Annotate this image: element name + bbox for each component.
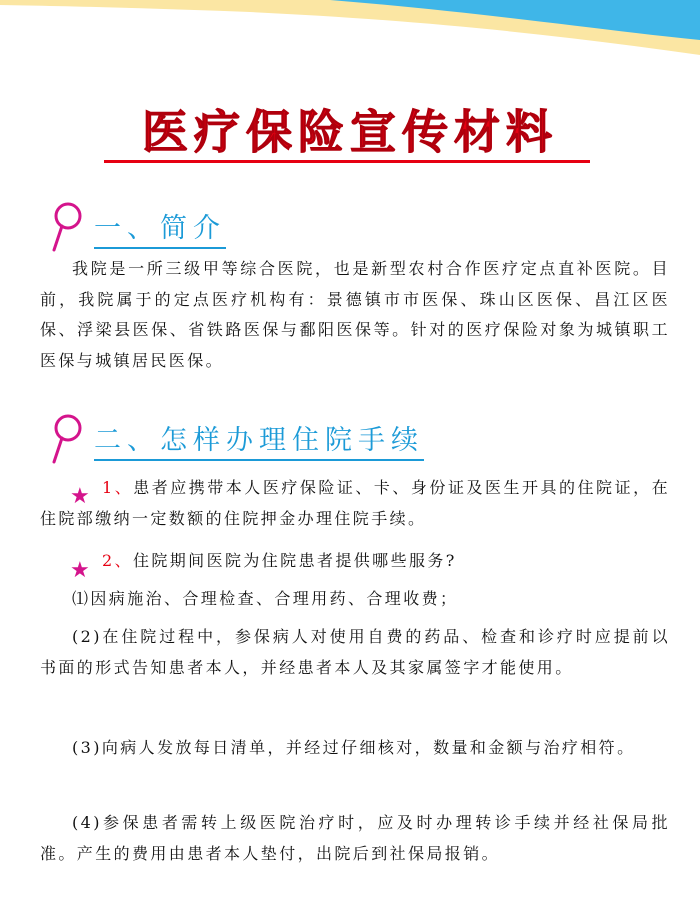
section-heading-text: 一、简介: [94, 206, 226, 249]
item-text: 住院期间医院为住院患者提供哪些服务?: [132, 551, 457, 570]
section-heading-admission: [50, 412, 650, 472]
page-title: 医疗保险宣传材料: [142, 105, 558, 159]
list-item: [40, 546, 670, 577]
magnifier-icon: [50, 200, 92, 256]
item-number: 2、: [102, 551, 133, 570]
title-underline: [104, 160, 590, 163]
item-text: 患者应携带本人医疗保险证、卡、身份证及医生开具的住院证，在住院部缴纳一定数额的住院押金办理住院手续。: [40, 478, 670, 528]
sub-item: ⑴因病施治、合理检查、合理用药、合理收费；: [72, 589, 459, 608]
sub-item: (4)参保患者需转上级医院治疗时，应及时办理转诊手续并经社保局批准。产生的费用由患者本人垫付，出院后到社保局报销。: [40, 813, 670, 863]
sub-item: (3)向病人发放每日清单，并经过仔细核对，数量和金额与治疗相符。: [72, 738, 636, 757]
sub-item: (2)在住院过程中，参保病人对使用自费的药品、检查和诊疗时应提前以书面的形式告知患者本人，并经患者本人及其家属签字才能使用。: [40, 627, 670, 677]
star-icon: ★: [70, 558, 90, 583]
star-icon: ★: [70, 484, 90, 509]
section-heading-intro: [50, 200, 650, 260]
item-number: 1、: [102, 478, 134, 497]
intro-paragraph: 我院是一所三级甲等综合医院，也是新型农村合作医疗定点直补医院。目前，我院属于的定点医疗机构有：景德镇市市医保、珠山区医保、昌江区医保、浮梁县医保、省铁路医保与鄱阳医保等。针对的医疗保险对象为城镇职工医保与城镇居民医保。: [40, 259, 670, 370]
magnifier-icon: [50, 412, 92, 468]
section-heading-text: 二、怎样办理住院手续: [94, 418, 424, 461]
top-wave-decoration: [0, 0, 700, 70]
list-item: [40, 473, 670, 534]
